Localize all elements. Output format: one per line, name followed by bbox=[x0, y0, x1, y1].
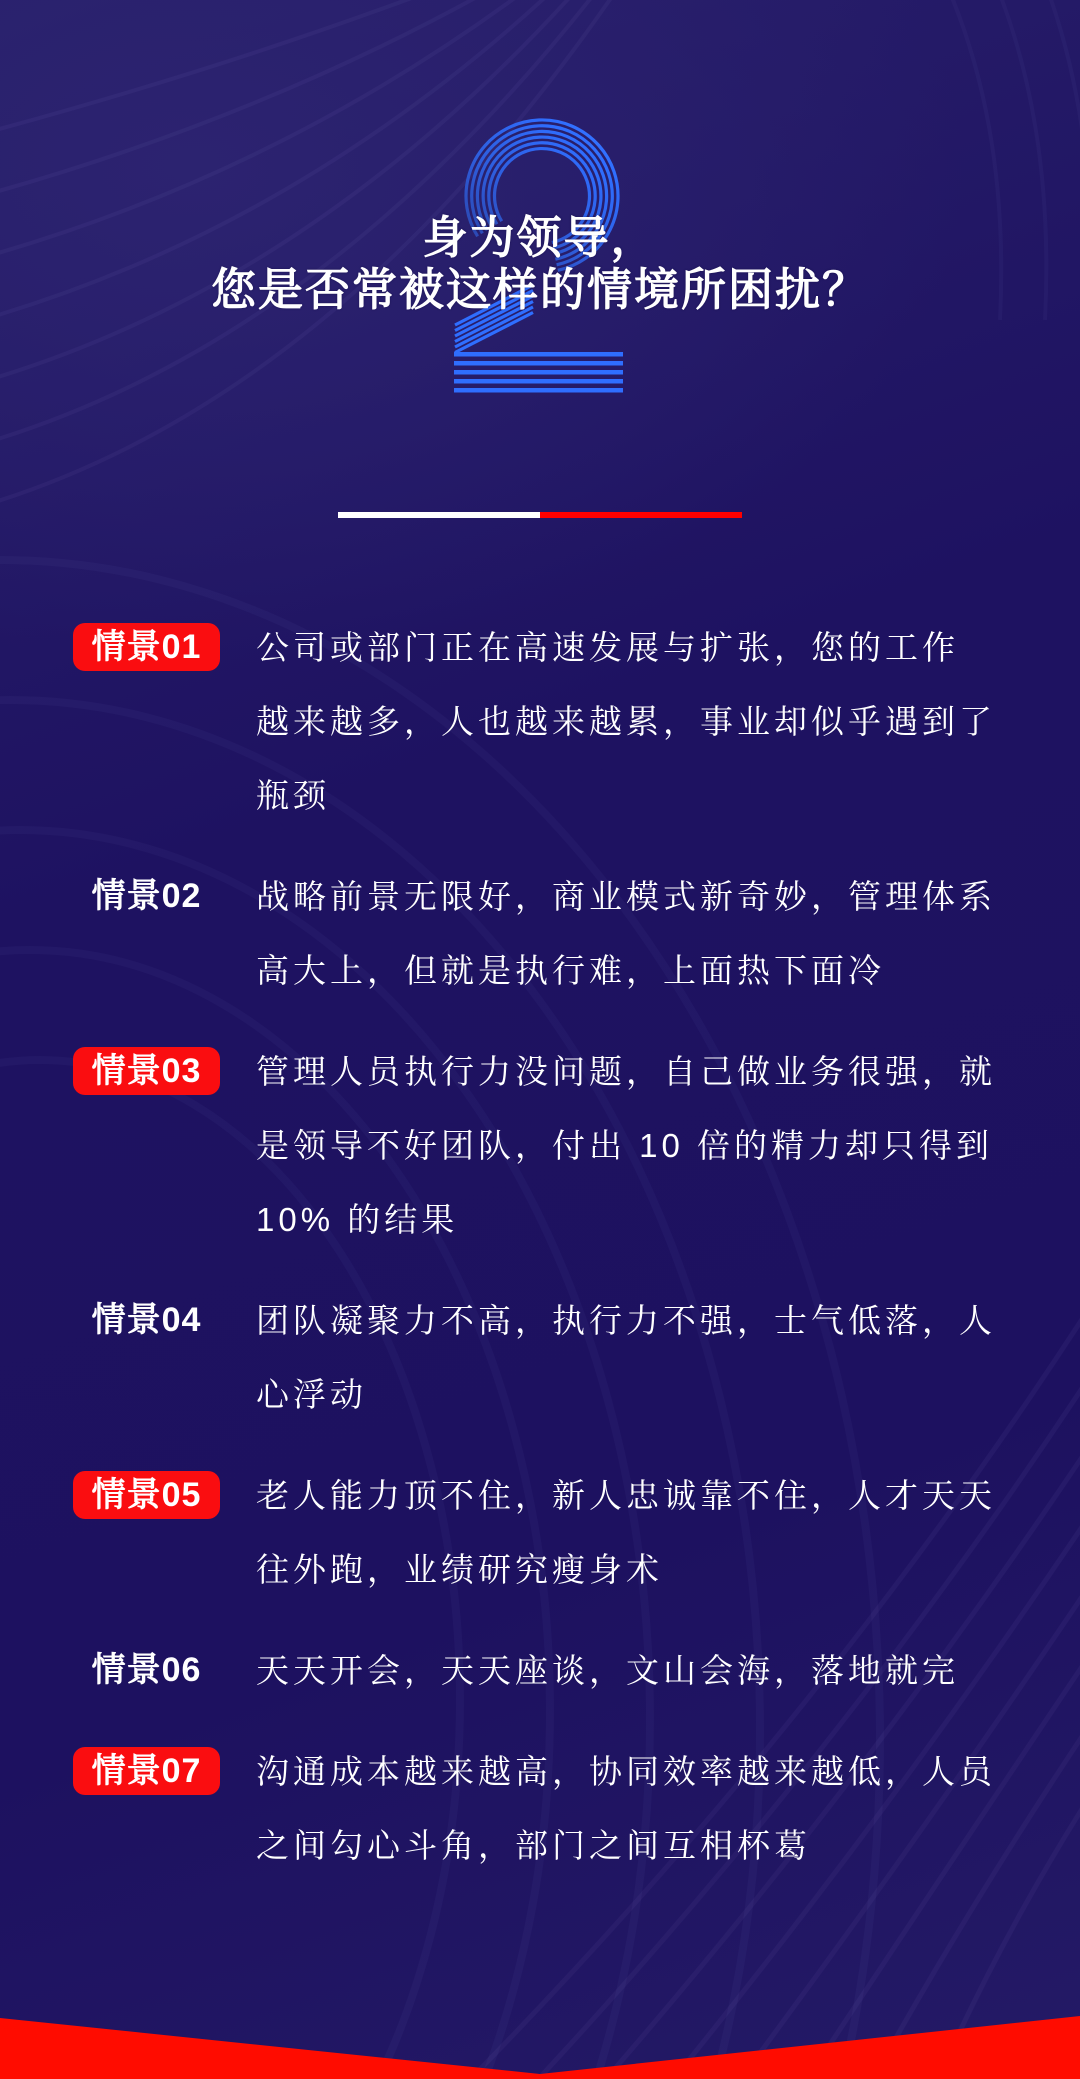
scenario-text-line: 高大上，但就是执行难，上面热下面冷 bbox=[256, 952, 885, 989]
scenario-label: 情景06 bbox=[91, 1651, 202, 1689]
scenario-text-line: 心浮动 bbox=[256, 1376, 367, 1413]
scenario-text-line: 团队凝聚力不高，执行力不强，士气低落，人 bbox=[256, 1302, 996, 1339]
scenario-text bbox=[256, 1459, 1010, 1607]
scenario-item bbox=[73, 611, 1020, 833]
scenario-text bbox=[256, 1634, 1010, 1708]
scenario-label: 情景07 bbox=[73, 1747, 220, 1795]
scenario-item bbox=[73, 1284, 1020, 1432]
scenario-label: 情景05 bbox=[73, 1471, 220, 1519]
scenario-text-line: 之间勾心斗角，部门之间互相杯葛 bbox=[256, 1827, 811, 1864]
scenario-text bbox=[256, 611, 1010, 833]
scenario-text-line: 10% 的结果 bbox=[256, 1201, 459, 1238]
divider-white-segment bbox=[338, 512, 540, 518]
scenario-item bbox=[73, 1634, 1020, 1708]
scenario-text-line: 公司或部门正在高速发展与扩张，您的工作 bbox=[256, 629, 959, 666]
scenario-text-line: 瓶颈 bbox=[256, 777, 330, 814]
scenario-text-line: 管理人员执行力没问题，自己做业务很强，就 bbox=[256, 1053, 996, 1090]
scenario-label: 情景01 bbox=[73, 623, 220, 671]
divider bbox=[338, 512, 742, 518]
scenario-text bbox=[256, 1735, 1010, 1883]
scenario-label: 情景02 bbox=[91, 877, 202, 915]
scenario-item bbox=[73, 1459, 1020, 1607]
divider-red-segment bbox=[540, 512, 742, 518]
scenario-text-line: 越来越多，人也越来越累，事业却似乎遇到了 bbox=[256, 703, 996, 740]
page-title bbox=[0, 212, 1080, 316]
scenario-list bbox=[73, 611, 1020, 1910]
scenario-text-line: 战略前景无限好，商业模式新奇妙，管理体系 bbox=[256, 878, 996, 915]
scenario-item bbox=[73, 860, 1020, 1008]
scenario-text bbox=[256, 1035, 1010, 1257]
title-line-1: 身为领导， bbox=[422, 212, 658, 263]
scenario-item bbox=[73, 1735, 1020, 1883]
scenario-item bbox=[73, 1035, 1020, 1257]
scenario-text-line: 老人能力顶不住，新人忠诚靠不住，人才天天 bbox=[256, 1477, 996, 1514]
scenario-text bbox=[256, 860, 1010, 1008]
scenario-text-line: 天天开会，天天座谈，文山会海，落地就完 bbox=[256, 1652, 959, 1689]
scenario-text-line: 往外跑，业绩研究瘦身术 bbox=[256, 1551, 663, 1588]
title-line-2: 您是否常被这样的情境所困扰？ bbox=[210, 264, 869, 315]
scenario-label: 情景04 bbox=[91, 1301, 202, 1339]
scenario-text-line: 沟通成本越来越高，协同效率越来越低，人员 bbox=[256, 1753, 996, 1790]
scenario-label: 情景03 bbox=[73, 1047, 220, 1095]
scenario-text-line: 是领导不好团队，付出 10 倍的精力却只得到 bbox=[256, 1127, 994, 1164]
scenario-text bbox=[256, 1284, 1010, 1432]
